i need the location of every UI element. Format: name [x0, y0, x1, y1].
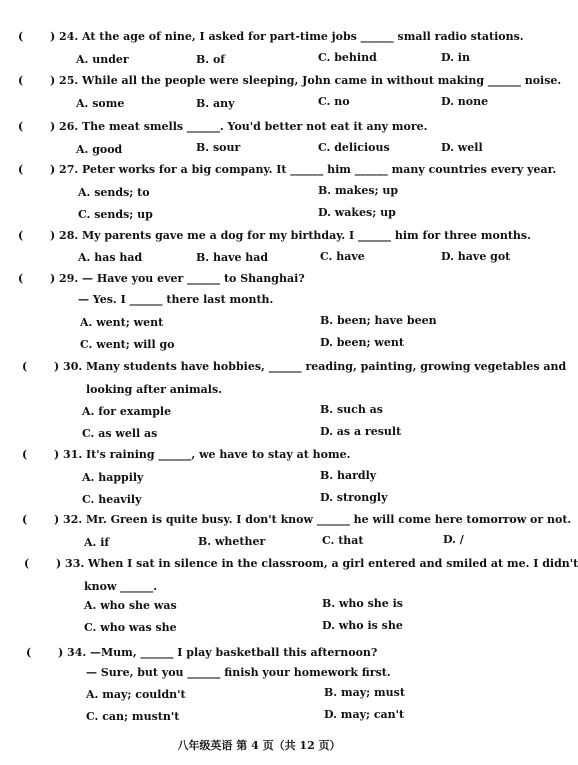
- option-b: B. been; have been: [320, 314, 437, 327]
- option-d: D. as a result: [320, 425, 402, 438]
- option-a: A. went; went: [80, 316, 164, 329]
- answer-paren: (: [18, 120, 24, 133]
- answer-paren: (: [18, 272, 24, 285]
- option-a: A. some: [76, 97, 125, 110]
- option-c: C. have: [320, 250, 365, 263]
- option-a: A. happily: [82, 471, 144, 484]
- option-b: B. of: [196, 53, 226, 66]
- answer-paren: (: [18, 74, 24, 87]
- option-d: D. who is she: [322, 619, 403, 632]
- option-c: C. delicious: [318, 141, 390, 154]
- option-b: B. hardly: [320, 469, 377, 482]
- option-a: A. for example: [82, 405, 172, 418]
- option-b: B. any: [196, 97, 235, 110]
- option-b: B. such as: [320, 403, 383, 416]
- question-stem-line-2: looking after animals.: [86, 383, 223, 396]
- question-stem-line-2: know ______.: [84, 580, 158, 593]
- answer-paren: (: [24, 557, 30, 570]
- option-c: C. can; mustn't: [86, 710, 180, 723]
- option-c: C. as well as: [82, 427, 158, 440]
- option-a: A. who she was: [84, 599, 177, 612]
- option-b: B. whether: [198, 535, 266, 548]
- option-d: D. wakes; up: [318, 206, 396, 219]
- answer-paren: (: [22, 360, 28, 373]
- option-b: B. makes; up: [318, 184, 399, 197]
- question-stem: ) 32. Mr. Green is quite busy. I don't know ______ he will come here tomorrow or not.: [54, 513, 572, 526]
- question-stem: ) 31. It's raining ______, we have to stay at home.: [54, 448, 351, 461]
- question-stem: ) 29. — Have you ever ______ to Shanghai?: [50, 272, 305, 285]
- option-d: D. well: [441, 141, 483, 154]
- option-a: A. has had: [78, 251, 143, 264]
- option-a: A. may; couldn't: [86, 688, 186, 701]
- option-b: B. sour: [196, 141, 241, 154]
- option-d: D. may; can't: [324, 708, 405, 721]
- option-d: D. have got: [441, 250, 511, 263]
- option-d: D. strongly: [320, 491, 388, 504]
- option-a: A. sends; to: [78, 186, 150, 199]
- answer-paren: (: [22, 448, 28, 461]
- option-b: B. who she is: [322, 597, 403, 610]
- option-a: A. if: [84, 536, 110, 549]
- option-c: C. sends; up: [78, 208, 153, 221]
- option-d: D. been; went: [320, 336, 404, 349]
- option-c: C. that: [322, 534, 364, 547]
- option-d: D. /: [443, 533, 464, 546]
- option-c: C. went; will go: [80, 338, 175, 351]
- option-a: A. under: [76, 53, 129, 66]
- option-c: C. heavily: [82, 493, 142, 506]
- question-stem: ) 34. —Mum, ______ I play basketball this afternoon?: [58, 646, 378, 659]
- answer-paren: (: [18, 229, 24, 242]
- question-stem: ) 33. When I sat in silence in the classroom, a girl entered and smiled at me. I didn't: [56, 557, 578, 570]
- question-stem: ) 28. My parents gave me a dog for my birthday. I ______ him for three months.: [50, 229, 531, 242]
- option-b: B. have had: [196, 251, 269, 264]
- option-d: D. in: [441, 51, 470, 64]
- question-stem-line-2: — Sure, but you ______ finish your homework first.: [86, 666, 391, 679]
- option-a: A. good: [76, 143, 123, 156]
- answer-paren: (: [18, 163, 24, 176]
- option-c: C. who was she: [84, 621, 177, 634]
- question-stem: ) 26. The meat smells ______. You'd better not eat it any more.: [50, 120, 428, 133]
- option-b: B. may; must: [324, 686, 405, 699]
- answer-paren: (: [22, 513, 28, 526]
- question-stem: ) 30. Many students have hobbies, ______ reading, painting, growing vegetables and: [54, 360, 567, 373]
- question-stem: ) 25. While all the people were sleeping, John came in without making ______ noise.: [50, 74, 562, 87]
- question-stem-line-2: — Yes. I ______ there last month.: [78, 293, 274, 306]
- page-footer: 八年级英语 第 4 页（共 12 页）: [177, 739, 341, 752]
- question-stem: ) 24. At the age of nine, I asked for part-time jobs ______ small radio stations.: [50, 30, 524, 43]
- question-stem: ) 27. Peter works for a big company. It ______ him ______ many countries every year.: [50, 163, 557, 176]
- answer-paren: (: [18, 30, 24, 43]
- option-c: C. no: [318, 95, 350, 108]
- option-d: D. none: [441, 95, 489, 108]
- option-c: C. behind: [318, 51, 377, 64]
- answer-paren: (: [26, 646, 32, 659]
